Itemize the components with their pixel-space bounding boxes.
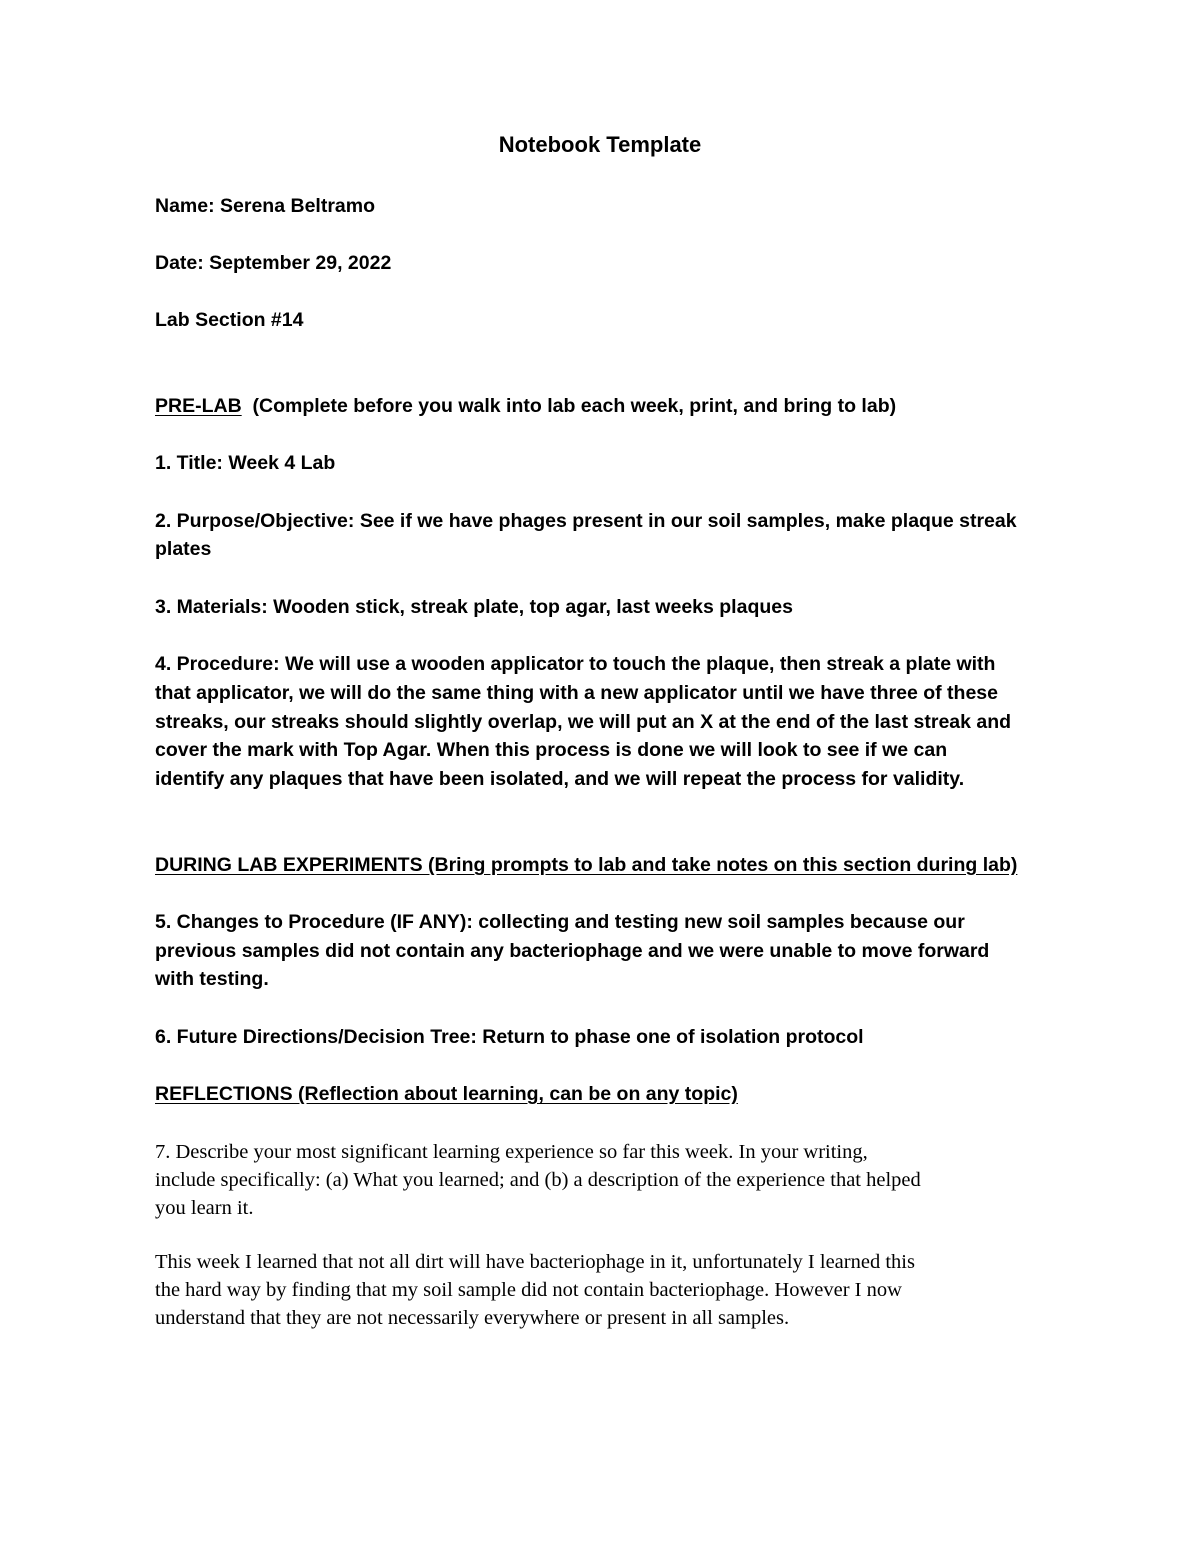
prelab-item-procedure-line-3: streaks, our streaks should slightly overlap, we will put an X at the end of the last streak and [155,711,1012,733]
prelab-item-procedure-line-5: identify any plaques that have been isolated, and we will repeat the process for validity. [155,768,965,790]
reflections-heading: REFLECTIONS (Reflection about learning, can be on any topic) [155,1083,738,1105]
prelab-item-title: 1. Title: Week 4 Lab [155,452,336,474]
prelab-item-procedure-line-4: cover the mark with Top Agar. When this process is done we will look to see if we can [155,739,948,761]
prelab-item-purpose-line-1: 2. Purpose/Objective: See if we have phages present in our soil samples, make plaque streak [155,510,1017,532]
prelab-heading-note: (Complete before you walk into lab each week, print, and bring to lab) [241,395,897,417]
date-line: Date: September 29, 2022 [155,252,392,274]
name-line: Name: Serena Beltramo [155,195,376,217]
during-lab-heading: DURING LAB EXPERIMENTS (Bring prompts to lab and take notes on this section during lab) [155,854,1018,876]
prelab-item-procedure-line-1: 4. Procedure: We will use a wooden applicator to touch the plaque, then streak a plate with [155,653,996,675]
page-title: Notebook Template [498,132,702,157]
reflection-answer-line-3: understand that they are not necessarily everywhere or present in all samples. [155,1307,790,1329]
reflection-prompt-line-1: 7. Describe your most significant learning experience so far this week. In your writing, [155,1141,868,1163]
reflection-answer-line-1: This week I learned that not all dirt will have bacteriophage in it, unfortunately I learned this [155,1251,915,1273]
reflection-prompt-line-2: include specifically: (a) What you learned; and (b) a description of the experience that helped [155,1169,921,1191]
during-lab-changes-line-1: 5. Changes to Procedure (IF ANY): collecting and testing new soil samples because our [155,911,965,933]
prelab-item-materials: 3. Materials: Wooden stick, streak plate, top agar, last weeks plaques [155,596,793,618]
reflection-answer-line-2: the hard way by finding that my soil sample did not contain bacteriophage. However I now [155,1279,902,1301]
during-lab-future-directions: 6. Future Directions/Decision Tree: Return to phase one of isolation protocol [155,1026,864,1048]
reflection-prompt-line-3: you learn it. [155,1197,254,1219]
prelab-item-purpose-line-2: plates [155,538,212,560]
prelab-heading-line [155,392,1055,421]
prelab-heading: PRE-LAB [155,395,242,417]
during-lab-changes-line-3: with testing. [155,968,269,990]
prelab-item-procedure-line-2: that applicator, we will do the same thing with a new applicator until we have three of these [155,682,998,704]
during-lab-changes-line-2: previous samples did not contain any bacteriophage and we were unable to move forward [155,940,990,962]
lab-section-line: Lab Section #14 [155,309,304,331]
